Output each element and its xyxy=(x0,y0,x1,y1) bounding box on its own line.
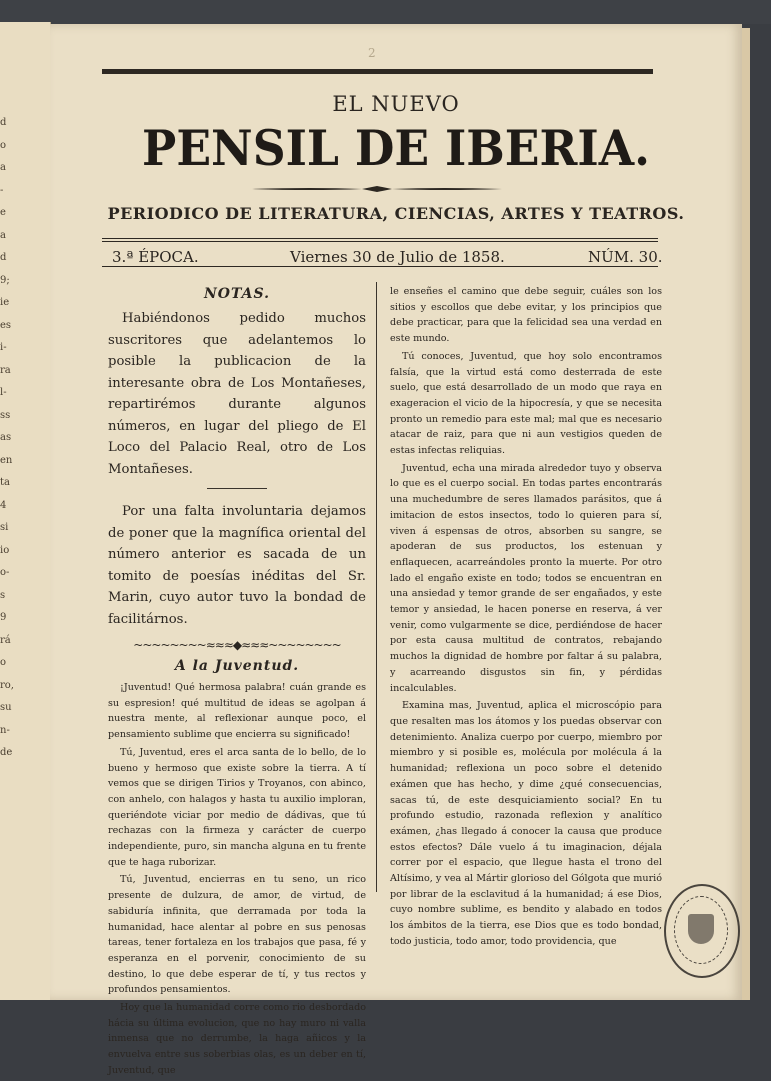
prev-page-fragment: l- xyxy=(0,387,7,398)
article-paragraph: Examina mas, Juventud, aplica el microscópio para que resalten mas los átomos y los puedas observar con detenimiento. Analiza cuerpo por cuerpo, miembro por miembro y si posible es, molécula por molécula á la humanidad; reflexiona un poco sobre el detenido exámen que has hecho, y dime ¿qué consecuencias, sacas tú, de este desquiciamiento social? En tu profundo estudio, razonada reflexion y analítico exámen, ¿has llegado á conocer la causa que produce estos efectos? Dále vuelo á tu imaginacion, déjala correr por el espacio, que llegue hasta el trono del Altísimo, y vea al Mártir glorioso del Gólgota que murió por librar de la esclavitud á la humanidad; á ese Dios, cuyo nombre sublime, es bendito y alabado en todos los ámbitos de la tierra, ese Dios que es todo bondad, todo justicia, todo amor, todo providencia, que xyxy=(390,700,662,947)
prev-page-fragment: ro, xyxy=(0,679,14,691)
prev-page-fragment: rá xyxy=(0,634,11,646)
prev-page-fragment: 4 xyxy=(0,499,7,511)
article-paragraph: le enseñes el camino que debe seguir, cuáles son los sitios y escollos que debe evitar, y los principios que debe practicar, para que la felicidad sea una verdad en este mundo. xyxy=(390,286,662,345)
prev-page-fragment: su xyxy=(0,702,12,713)
prev-page-fragment: si xyxy=(0,522,9,533)
prev-page-fragment: ta xyxy=(0,477,10,488)
prev-page-fragment: en xyxy=(0,454,13,466)
masthead-line1: EL NUEVO xyxy=(332,92,460,116)
folio-mark: 2 xyxy=(368,46,376,60)
newspaper-page xyxy=(50,24,742,1076)
notas-paragraph: Por una falta involuntaria dejamos de poner que la magnífica oriental del número anterior es sacada de un tomito de poesías inéditas del Sr. Marin, cuyo autor tuvo la bondad de facilitárnos. xyxy=(108,504,366,627)
notas-separator xyxy=(207,488,267,489)
page-right-edge xyxy=(742,28,750,1000)
article-heading: A la Juventud. xyxy=(174,658,300,674)
notas-heading: NOTAS. xyxy=(204,286,270,302)
top-rule xyxy=(102,69,653,74)
prev-page-fragment: de xyxy=(0,747,13,758)
article-paragraph: Hoy que la humanidad corre como rio desbordado hácia su última evolucion, que no hay muro ni valla inmensa que no derrumbe, la haga añicos y la envuelva entre sus soberbias olas, es un deber en tí, Juventud, que xyxy=(108,1002,366,1076)
right-column xyxy=(390,284,662,952)
prev-page-fragment: s xyxy=(0,589,6,601)
article-paragraph: Tú conoces, Juventud, que hoy solo encontramos falsía, que la virtud está como desterrada de este suelo, que está desarrollado de un modo que raya en exageracion el vicio de la hipocresía, y que se necesita pronto un remedio para este mal; mal que es necesario atacar de raiz, para que ni aun vestigios queden de estas infectas reliquias. xyxy=(390,350,662,457)
prev-page-fragment: 9; xyxy=(0,274,10,286)
prev-page-fragment: i- xyxy=(0,342,7,353)
prev-page-fragment: ra xyxy=(0,364,11,376)
article-paragraph: Tú, Juventud, eres el arca santa de lo bello, de lo bueno y hermoso que existe sobre la tierra. A tí vemos que se dirigen Tirios y Troyanos, con abinco, con anhelo, con halagos y hasta tu auxilio imploran, queriéndote viciar por medio de dádivas, que tú rechazas con la firmeza y carácter de cuerpo independiente, puro, sin mancha alguna en tu frente que te haga ruborizar. xyxy=(108,746,366,868)
scanner-background xyxy=(0,0,771,24)
prev-page-fragment: - xyxy=(0,184,4,196)
masthead-title: PENSIL DE IBERIA. xyxy=(142,119,650,177)
header-rule-2 xyxy=(102,241,658,242)
prev-page-fragment: e xyxy=(0,207,6,218)
issue-date: Viernes 30 de Julio de 1858. xyxy=(290,248,505,266)
prev-page-fragment: o- xyxy=(0,567,10,578)
prev-page-fragment: ie xyxy=(0,297,10,308)
prev-page-fragment: o xyxy=(0,139,7,151)
epoca-label: 3.ª ÉPOCA. xyxy=(112,248,199,266)
prev-page-fragment: o xyxy=(0,657,7,668)
prev-page-fragment: io xyxy=(0,544,10,556)
prev-page-fragment: a xyxy=(0,229,6,241)
prev-page-fragment: d xyxy=(0,252,7,263)
library-stamp xyxy=(664,884,740,978)
article-paragraph: ¡Juventud! Qué hermosa palabra! cuán grande es su espresion! qué multitud de ideas se agolpan á nuestra mente, al reflexionar aunque poco, el pensamiento sublime que encierra su significado! xyxy=(108,682,366,741)
stamp-shield-icon xyxy=(688,914,714,944)
header-rule-1 xyxy=(102,238,658,239)
prev-page-fragment: d xyxy=(0,117,7,128)
masthead-subtitle: PERIODICO DE LITERATURA, CIENCIAS, ARTES Y TEATROS. xyxy=(107,204,685,223)
prev-page-fragment: a xyxy=(0,162,6,173)
prev-page-fragment: as xyxy=(0,432,12,443)
prev-page-fragment: n- xyxy=(0,724,10,736)
prev-page-fragment: ss xyxy=(0,409,11,421)
article-paragraph: Tú, Juventud, encierras en tu seno, un rico presente de dulzura, de amor, de virtud, de sabiduría infinita, que derramada por toda la humanidad, hace alentar al pobre en sus penosas tareas, tener fortaleza en los trabajos que pasa, fé y esperanza en el porvenir, conocimiento de su destino, lo que debe esperar de tí, y tus rectos y profundos pensamientos. xyxy=(108,874,366,996)
previous-page-edge xyxy=(0,22,51,1000)
header-rule-3 xyxy=(102,266,658,267)
prev-page-fragment: es xyxy=(0,319,12,331)
section-ornament: ~~~~~~~~≈≈≈◆≈≈≈~~~~~~~~ xyxy=(133,638,341,652)
title-swash-ornament xyxy=(252,184,502,194)
prev-page-fragment: 9 xyxy=(0,612,7,623)
issue-number: NÚM. 30. xyxy=(588,248,663,266)
column-divider xyxy=(376,282,377,892)
left-column xyxy=(108,284,366,1081)
article-paragraph: Juventud, echa una mirada alrededor tuyo y observa lo que es el cuerpo social. En todas partes encontrarás una muchedumbre de seres llamados parásitos, que á imitacion de estos insectos, todo lo quieren para sí, viven á espensas de otros, absorben su sangre, se apoderan de sus productos, los estenuan y enflaquecen, acarreándoles pronto la muerte. Por otro lado el engaño existe en todo; todos se encuentran en una ansiedad y temor grande de ser engañados, y este temor y ansiedad, le hacen ponerse en reserva, á ver venir, como vulgarmente se dice, perdiéndose de hacer por esta causa multitud de contratos, rebajando muchos la dignidad de hombre por faltar á su palabra, y acarreando disgustos sin fin, y pérdidas incalculables. xyxy=(390,462,662,694)
notas-paragraph: Habiéndonos pedido muchos suscritores que adelantemos lo posible la publicacion de la interesante obra de Los Montañeses, repartirémos durante algunos números, en lugar del pliego de El Loco del Palacio Real, otro de Los Montañeses. xyxy=(108,311,366,477)
